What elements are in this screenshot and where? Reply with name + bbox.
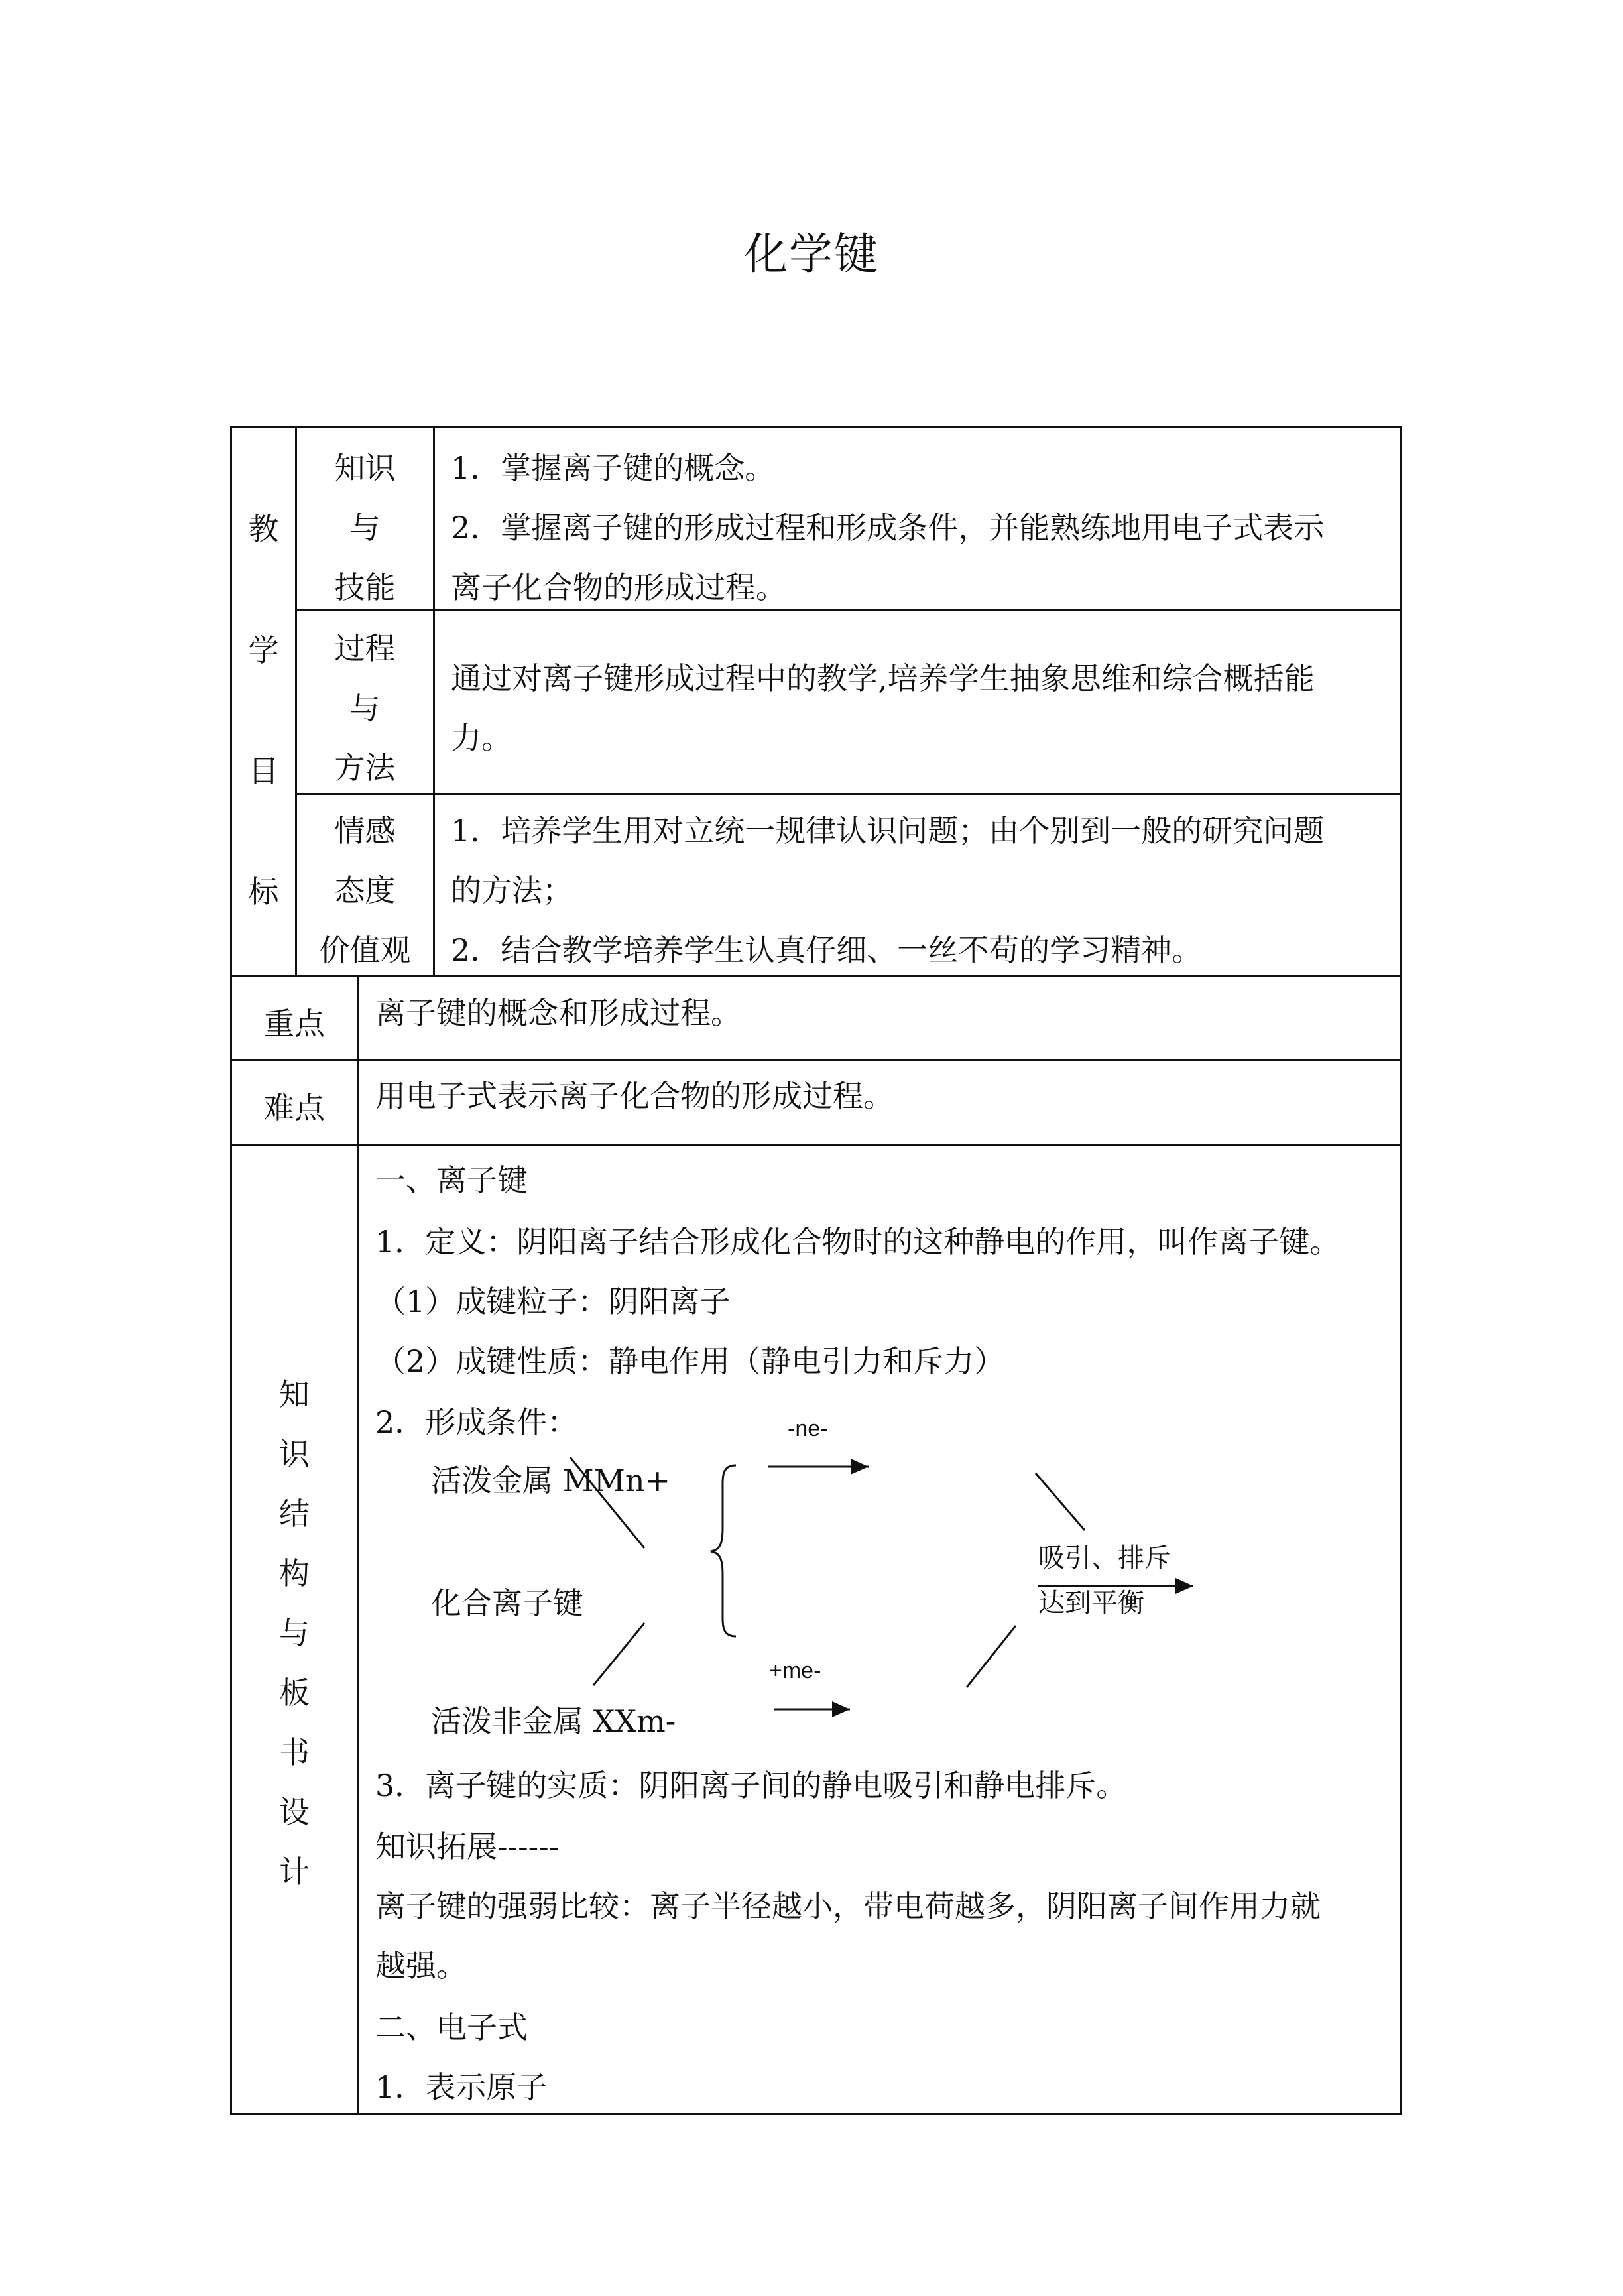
diagram-connector — [967, 1626, 1016, 1687]
objectives-category-char: 目 — [248, 753, 279, 789]
knowledge-heading: 二、电子式 — [375, 2010, 528, 2045]
diagram-gain-electrons: +me- — [769, 1658, 821, 1683]
knowledge-label-char: 板 — [279, 1675, 310, 1711]
knowledge-label-char: 知 — [279, 1376, 310, 1412]
difficulty-text: 用电子式表示离子化合物的形成过程。 — [375, 1078, 894, 1114]
objective-label: 与 — [349, 510, 381, 546]
objective-text: 通过对离子键形成过程中的教学,培养学生抽象思维和综合概括能 — [451, 660, 1315, 696]
knowledge-text: 1．表示原子 — [375, 2069, 548, 2105]
objective-text: 1．掌握离子键的概念。 — [451, 450, 776, 486]
diagram-nonmetal: 活泼非金属 XXm- — [431, 1703, 676, 1739]
knowledge-text: （1）成键粒子：阴阳离子 — [375, 1284, 731, 1319]
knowledge-text: 知识拓展------ — [375, 1829, 560, 1864]
objectives-category-char: 学 — [248, 633, 279, 668]
knowledge-text: 3．离子键的实质：阴阳离子间的静电吸引和静电排斥。 — [375, 1768, 1127, 1803]
objective-label: 知识 — [334, 450, 396, 486]
diagram-connector — [1036, 1473, 1085, 1530]
objective-label: 态度 — [334, 873, 396, 908]
objective-text: 2．掌握离子键的形成过程和形成条件，并能熟练地用电子式表示 — [451, 510, 1325, 546]
knowledge-text: 离子键的强弱比较：离子半径越小，带电荷越多，阴阳离子间作用力就 — [375, 1888, 1321, 1924]
diagram-metal: 活泼金属 MMn+ — [431, 1463, 670, 1498]
knowledge-heading: 一、离子键 — [375, 1162, 528, 1198]
difficulty-label: 难点 — [264, 1090, 325, 1126]
knowledge-text: （2）成键性质：静电作用（静电引力和斥力） — [375, 1343, 1005, 1379]
objective-label: 情感 — [334, 813, 396, 849]
diagram-lose-electrons: -ne- — [788, 1416, 828, 1441]
objective-label: 方法 — [334, 750, 396, 786]
objective-text: 2．结合教学培养学生认真仔细、一丝不苟的学习精神。 — [451, 932, 1203, 968]
page-title: 化学键 — [744, 229, 879, 280]
knowledge-label-char: 与 — [279, 1615, 310, 1651]
objective-text: 力。 — [451, 720, 512, 756]
diagram-result-line1: 吸引、排斥 — [1038, 1543, 1171, 1573]
knowledge-label-char: 设 — [279, 1794, 310, 1830]
knowledge-label-char: 构 — [279, 1555, 310, 1591]
objective-label: 与 — [349, 690, 381, 726]
diagram-connector — [593, 1623, 644, 1685]
knowledge-label-char: 识 — [279, 1436, 310, 1472]
diagram-result-line2: 达到平衡 — [1038, 1588, 1144, 1618]
knowledge-text: 越强。 — [375, 1948, 467, 1984]
knowledge-label-char: 结 — [279, 1496, 310, 1532]
diagram-brace — [711, 1465, 736, 1636]
knowledge-text: 1．定义：阴阳离子结合形成化合物时的这种静电的作用，叫作离子键。 — [375, 1224, 1341, 1260]
knowledge-label-char: 计 — [279, 1854, 310, 1890]
key-point-label: 重点 — [264, 1006, 325, 1042]
objective-label: 价值观 — [319, 932, 411, 968]
objectives-category-char: 教 — [248, 511, 279, 547]
key-point-text: 离子键的概念和形成过程。 — [375, 995, 741, 1031]
knowledge-text: 2．形成条件： — [375, 1404, 578, 1440]
objective-text: 离子化合物的形成过程。 — [451, 570, 786, 605]
knowledge-label-char: 书 — [279, 1734, 310, 1770]
objective-label: 技能 — [334, 570, 396, 605]
objectives-category-char: 标 — [248, 874, 279, 910]
objective-text: 1．培养学生用对立统一规律认识问题；由个别到一般的研究问题 — [451, 813, 1325, 849]
diagram-connector — [570, 1457, 644, 1548]
objective-label: 过程 — [334, 631, 396, 666]
diagram-compound: 化合离子键 — [431, 1585, 583, 1621]
objective-text: 的方法； — [451, 873, 573, 908]
